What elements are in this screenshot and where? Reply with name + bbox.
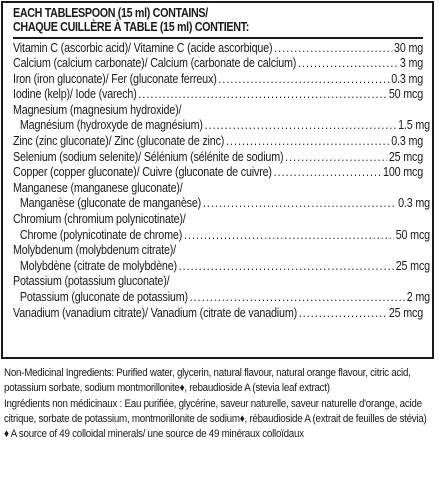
- ingredient-amount: 3 mg: [399, 56, 424, 71]
- ingredient-line: [13, 290, 430, 306]
- ingredient-amount: 25 mcg: [388, 149, 424, 164]
- dot-leader: [138, 87, 387, 103]
- ingredient-line: [13, 228, 430, 244]
- ingredient-row: [13, 290, 430, 306]
- ingredient-line: [13, 259, 430, 275]
- ingredient-label: Chromium (chromium polynicotinate)/: [13, 212, 186, 227]
- dot-leader: [218, 72, 389, 88]
- dot-leader: [184, 228, 394, 244]
- ingredient-amount: 25 mcg: [395, 258, 430, 273]
- ingredient-row: [13, 306, 423, 322]
- dot-leader: [285, 150, 387, 166]
- ingredient-line: [13, 87, 423, 103]
- non-medicinal-ingredients-fr: Ingrédients non médicinaux : Eau purifiée, glycérine, saveur naturelle, saveur naturelle d'orange, acide citrique, sorbate de potassium, montmorillonite de sodium♦, rébaudioside A (extrait de feuilles de stévia): [4, 398, 427, 425]
- ingredient-amount: 0.3 mg: [398, 196, 430, 211]
- ingredient-row: [13, 196, 430, 212]
- ingredient-row: [13, 87, 423, 103]
- ingredient-label: Manganèse (gluconate de manganèse): [19, 196, 202, 211]
- ingredient-line: [13, 274, 423, 290]
- header-divider: [13, 37, 423, 39]
- ingredient-line: [13, 165, 423, 181]
- dot-leader: [274, 41, 392, 57]
- ingredient-row: [13, 134, 423, 150]
- ingredient-amount: 2 mg: [406, 290, 430, 304]
- ingredient-line: [13, 118, 430, 134]
- dot-leader: [299, 306, 387, 322]
- ingredient-line: [13, 56, 423, 72]
- ingredient-label: Calcium (calcium carbonate)/ Calcium (carbonate de calcium): [13, 56, 297, 71]
- ingredient-line: [13, 212, 423, 228]
- dot-leader: [274, 165, 382, 181]
- ingredient-line: [13, 306, 423, 322]
- ingredient-label: Potassium (gluconate de potassium): [19, 290, 188, 304]
- ingredient-amount: 0.3 mg: [391, 71, 424, 86]
- ingredient-label: Iron (iron gluconate)/ Fer (gluconate ferreux): [13, 71, 217, 86]
- ingredient-label: Magnesium (magnesium hydroxide)/: [13, 102, 182, 117]
- dot-leader: [298, 56, 398, 72]
- ingredient-row: [13, 212, 423, 228]
- ingredient-line: [13, 181, 423, 197]
- ingredient-label: Copper (copper gluconate)/ Cuivre (gluconate de cuivre): [13, 165, 272, 180]
- ingredient-label: Vitamin C (ascorbic acid)/ Vitamine C (acide ascorbique): [13, 40, 273, 55]
- ingredient-row: [13, 181, 423, 197]
- ingredients-footer: [4, 366, 435, 444]
- ingredient-line: [13, 150, 423, 166]
- ingredient-amount: 1.5 mg: [398, 118, 430, 133]
- ingredient-amount: 25 mcg: [388, 305, 424, 320]
- ingredient-label: Magnésium (hydroxyde de magnésium): [19, 118, 203, 133]
- header-line-2: CHAQUE CUILLÈRE À TABLE (15 ml) CONTIENT:: [13, 20, 249, 34]
- ingredient-row: [13, 56, 423, 72]
- ingredient-label: Molybdenum (molybdenum citrate)/: [13, 243, 176, 258]
- ingredient-row: [13, 274, 423, 290]
- ingredient-amount: 30 mg: [394, 40, 424, 55]
- dot-leader: [205, 118, 397, 134]
- ingredient-amount: 50 mcg: [388, 87, 424, 102]
- dot-leader: [190, 290, 405, 306]
- ingredient-label: Vanadium (vanadium citrate)/ Vanadium (citrate de vanadium): [13, 305, 298, 320]
- ingredient-row: [13, 227, 430, 244]
- supplement-facts-panel: [1, 1, 434, 359]
- ingredient-row: [13, 41, 423, 57]
- ingredient-line: [13, 72, 423, 88]
- ingredient-amount: 0.3 mg: [391, 134, 424, 149]
- header-line-1: EACH TABLESPOON (15 ml) CONTAINS/: [13, 6, 208, 20]
- ingredient-row: [13, 72, 423, 88]
- ingredient-label: Zinc (zinc gluconate)/ Zinc (gluconate de zinc): [13, 134, 225, 149]
- dot-leader: [226, 134, 390, 150]
- ingredient-line: [13, 243, 423, 259]
- ingredient-line: [13, 41, 423, 57]
- ingredient-label: Selenium (sodium selenite)/ Sélénium (sélénite de sodium): [13, 149, 284, 164]
- ingredient-row: [13, 258, 430, 275]
- ingredient-label: Manganese (manganese gluconate)/: [13, 180, 183, 195]
- ingredient-amount: 50 mcg: [395, 227, 430, 242]
- non-medicinal-ingredients-en: Non-Medicinal Ingredients: Purified water, glycerin, natural flavour, natural orange flavour, citric acid, potassium sorbate, sodium montmorillonite♦, rebaudioside A (stevia leaf extract): [4, 367, 411, 394]
- ingredient-row: [13, 103, 423, 119]
- ingredient-line: [13, 103, 423, 119]
- colloidal-minerals-footnote: ♦ A source of 49 colloidal minerals/ une source de 49 minéraux colloïdaux: [4, 428, 304, 441]
- ingredient-label: Molybdène (citrate de molybdène): [19, 258, 177, 273]
- dot-leader: [203, 196, 397, 212]
- ingredient-line: [13, 196, 430, 212]
- ingredient-row: [13, 243, 423, 259]
- ingredient-line: [13, 134, 423, 150]
- ingredient-label: Chrome (polynicotinate de chrome): [19, 227, 183, 242]
- ingredient-label: Iodine (kelp)/ Iode (varech): [13, 87, 137, 102]
- ingredient-row: [13, 150, 423, 166]
- panel-header: [13, 6, 422, 34]
- ingredient-list: [13, 40, 430, 322]
- dot-leader: [179, 259, 394, 275]
- ingredient-row: [13, 118, 430, 134]
- ingredient-row: [13, 165, 423, 181]
- ingredient-label: Potassium (potassium gluconate)/: [13, 274, 170, 289]
- ingredient-amount: 100 mcg: [383, 165, 424, 180]
